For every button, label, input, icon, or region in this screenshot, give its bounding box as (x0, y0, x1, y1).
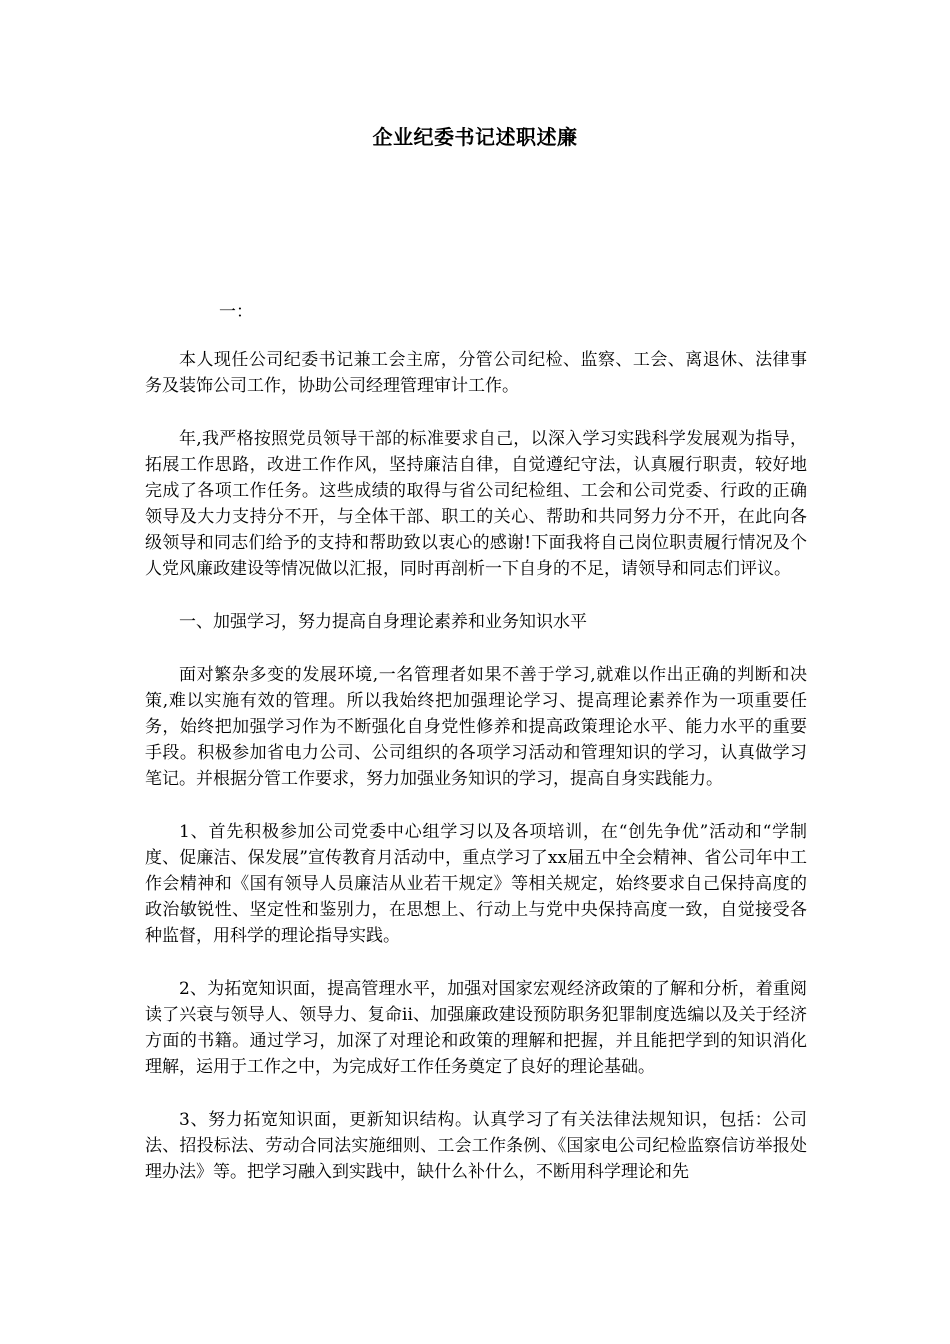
paragraph-summary: 年,我严格按照党员领导干部的标准要求自己，以深入学习实践科学发展观为指导，拓展工作思路，改进工作作风，坚持廉洁自律，自觉遵纪守法，认真履行职责，较好地完成了各项工作任务。这些成绩的取得与省公司纪检组、工会和公司党委、行政的正确领导及大力支持分不开，与全体干部、职工的关心、帮助和共同努力分不开，在此向各级领导和同志们给予的支持和帮助致以衷心的感谢!下面我将自己岗位职责履行情况及个人党风廉政建设等情况做以汇报，同时再剖析一下自身的不足，请领导和同志们评议。 (145, 429, 807, 579)
paragraph-point-2: 2、为拓宽知识面，提高管理水平，加强对国家宏观经济政策的了解和分析，着重阅读了兴衰与领导人、领导力、复命ii、加强廉政建设预防职务犯罪制度选编以及关于经济方面的书籍。通过学习，加深了对理论和政策的理解和把握，并且能把学到的知识消化理解，运用于工作之中，为完成好工作任务奠定了良好的理论基础。 (145, 979, 807, 1077)
document-title: 企业纪委书记述职述廉 (372, 125, 578, 149)
section-mark: 一： (219, 302, 253, 322)
paragraph-intro: 本人现任公司纪委书记兼工会主席，分管公司纪检、监察、工会、离退休、法律事务及装饰公司工作，协助公司经理管理审计工作。 (145, 350, 807, 396)
paragraph-point-3: 3、努力拓宽知识面，更新知识结构。认真学习了有关法律法规知识，包括：公司法、招投标法、劳动合同法实施细则、工会工作条例、《国家电公司纪检监察信访举报处理办法》等。把学习融入到实践中，缺什么补什么，不断用科学理论和先 (145, 1110, 807, 1182)
section-heading-study: 一、加强学习，努力提高自身理论素养和业务知识水平 (179, 612, 587, 632)
paragraph-study-overview: 面对繁杂多变的发展环境,一名管理者如果不善于学习,就难以作出正确的判断和决策,难以实施有效的管理。所以我始终把加强理论学习、提高理论素养作为一项重要任务，始终把加强学习作为不断强化自身党性修养和提高政策理论水平、能力水平的重要手段。积极参加省电力公司、公司组织的各项学习活动和管理知识的学习，认真做学习笔记。并根据分管工作要求，努力加强业务知识的学习，提高自身实践能力。 (145, 665, 807, 789)
document-body (145, 347, 807, 1212)
paragraph-point-1: 1、首先积极参加公司党委中心组学习以及各项培训，在“创先争优”活动和“学制度、促廉洁、保发展”宣传教育月活动中，重点学习了xx届五中全会精神、省公司年中工作会精神和《国有领导人员廉洁从业若干规定》等相关规定，始终要求自己保持高度的政治敏锐性、坚定性和鉴别力，在思想上、行动上与党中央保持高度一致，自觉接受各种监督，用科学的理论指导实践。 (145, 822, 807, 946)
